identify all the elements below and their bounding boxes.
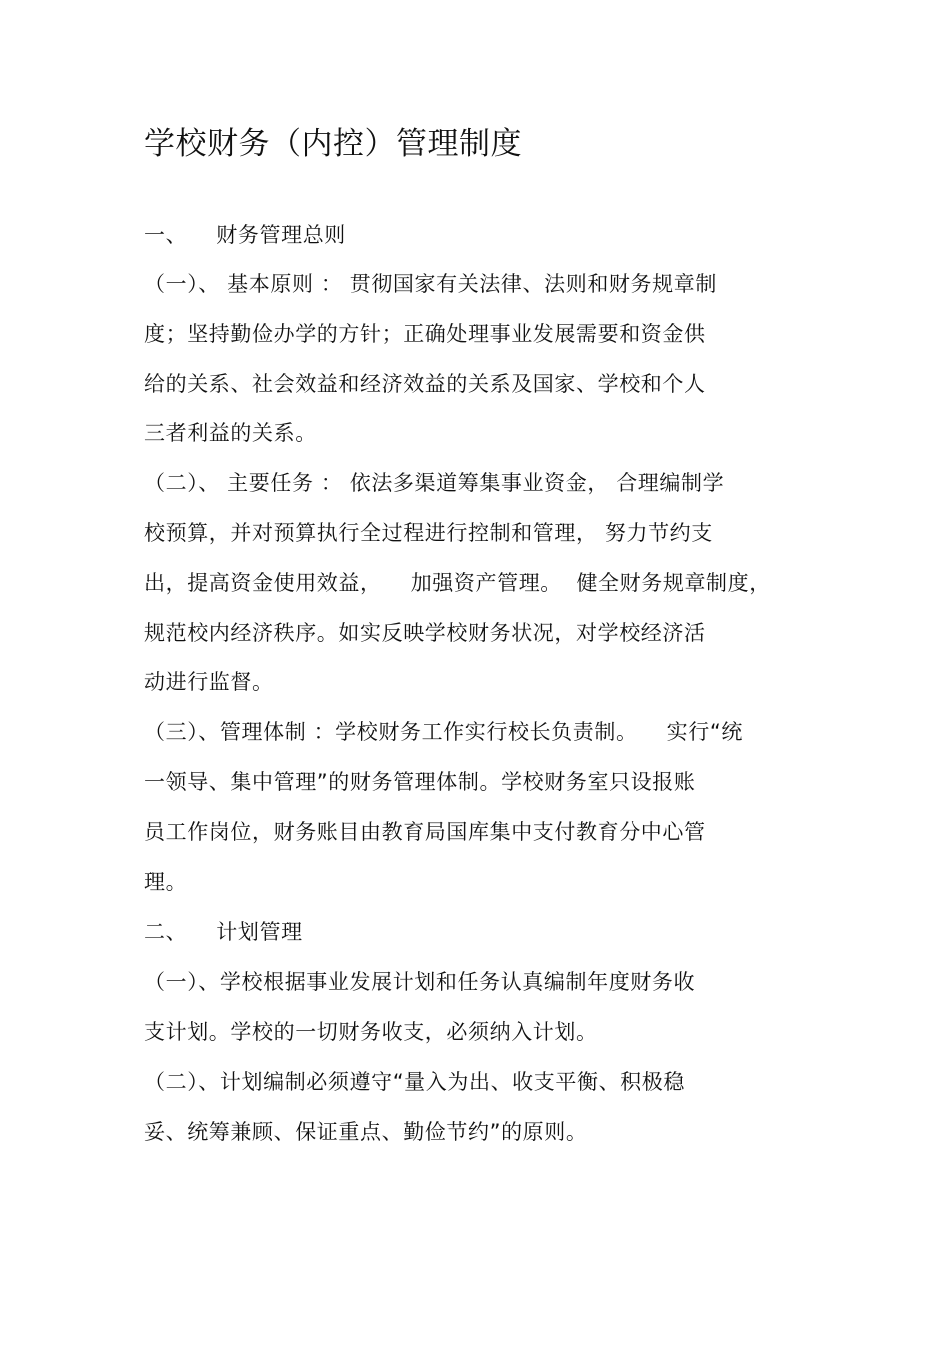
document-title: 学校财务（内控）管理制度 [144,126,522,162]
section-heading-1: 一、 财务管理总则 [144,223,346,247]
text-line: 校预算，并对预算执行全过程进行控制和管理， 努力节约支 [144,521,713,545]
text-line: 妥、统筹兼顾、保证重点、勤俭节约”的原则。 [144,1120,588,1144]
text-line: 员工作岗位，财务账目由教育局国库集中支付教育分中心管 [144,820,706,844]
text-line: （二）、 主要任务 ： 依法多渠道筹集事业资金， 合理编制学 [144,471,725,495]
text-line: 支计划。学校的一切财务收支，必须纳入计划。 [144,1020,598,1044]
text-line: （三）、管理体制 ：学校财务工作实行校长负责制。 实行“统 [144,720,743,744]
text-line: 度；坚持勤俭办学的方针；正确处理事业发展需要和资金供 [144,322,706,346]
text-line: （一）、学校根据事业发展计划和任务认真编制年度财务收 [144,970,696,994]
section-heading-2: 二、 计划管理 [144,920,303,944]
text-line: 动进行监督。 [144,670,274,694]
text-line: 理。 [144,870,188,894]
text-line: 出，提高资金使用效益， 加强资产管理。 健全财务规章制度， [144,571,771,595]
text-line: 给的关系、社会效益和经济效益的关系及国家、学校和个人 [144,372,706,396]
text-line: 一领导、集中管理”的财务管理体制。学校财务室只设报账 [144,770,696,794]
text-line: 规范校内经济秩序。如实反映学校财务状况，对学校经济活 [144,621,706,645]
text-line: 三者利益的关系。 [144,421,317,445]
text-line: （一）、 基本原则 ： 贯彻国家有关法律、法则和财务规章制 [144,272,717,296]
text-line: （二）、计划编制必须遵守“量入为出、收支平衡、积极稳 [144,1070,685,1094]
